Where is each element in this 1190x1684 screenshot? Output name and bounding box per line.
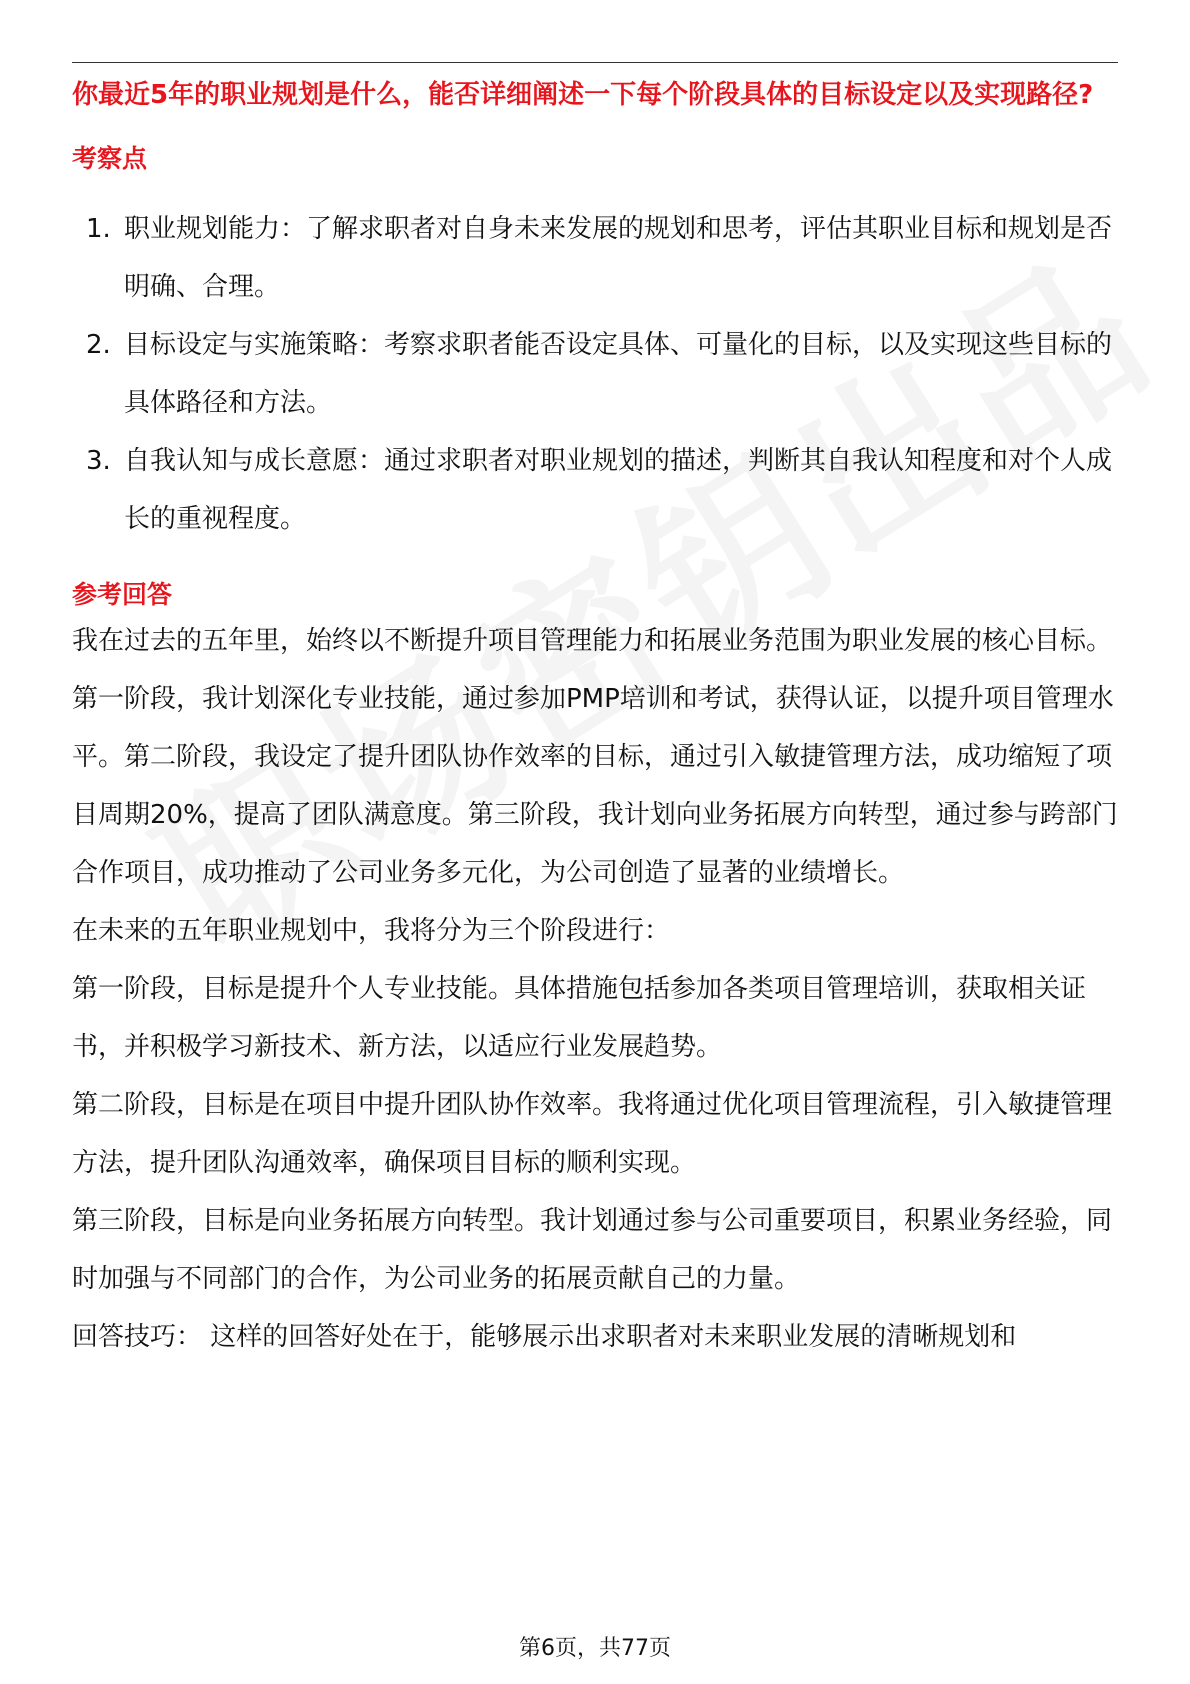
list-item — [72, 316, 1122, 432]
answer-paragraph: 第三阶段，目标是向业务拓展方向转型。我计划通过参与公司重要项目，积累业务经验，同时加强与不同部门的合作，为公司业务的拓展贡献自己的力量。 — [72, 1206, 1113, 1294]
answer-paragraph: 在未来的五年职业规划中，我将分为三个阶段进行： — [72, 916, 671, 946]
question-heading: 你最近5年的职业规划是什么，能否详细阐述一下每个阶段具体的目标设定以及实现路径? — [72, 80, 1094, 110]
list-item-text: 自我认知与成长意愿：通过求职者对职业规划的描述，判断其自我认知程度和对个人成长的重视程度。 — [124, 446, 1113, 534]
list-item-text: 目标设定与实施策略：考察求职者能否设定具体、可量化的目标，以及实现这些目标的具体路径和方法。 — [124, 330, 1113, 418]
assessment-title: 考察点 — [72, 144, 148, 173]
list-item — [72, 200, 1122, 316]
list-item — [72, 432, 1122, 548]
answer-tips: 回答技巧： 这样的回答好处在于，能够展示出求职者对未来职业发展的清晰规划和 — [72, 1322, 1017, 1352]
list-number: 2. — [86, 330, 111, 360]
list-number: 1. — [86, 214, 111, 244]
answer-paragraph: 我在过去的五年里，始终以不断提升项目管理能力和拓展业务范围为职业发展的核心目标。第一阶段，我计划深化专业技能，通过参加PMP培训和考试，获得认证，以提升项目管理水平。第二阶段，我设定了提升团队协作效率的目标，通过引入敏捷管理方法，成功缩短了项目周期20%，提高了团队满意度。第三阶段，我计划向业务拓展方向转型，通过参与跨部门合作项目，成功推动了公司业务多元化，为公司创造了显著的业绩增长。 — [72, 626, 1118, 888]
page-content — [72, 78, 1122, 1366]
header-divider — [72, 62, 1118, 63]
list-item-text: 职业规划能力：了解求职者对自身未来发展的规划和思考，评估其职业目标和规划是否明确、合理。 — [124, 214, 1113, 302]
list-number: 3. — [86, 446, 111, 476]
answer-paragraph: 第二阶段，目标是在项目中提升团队协作效率。我将通过优化项目管理流程，引入敏捷管理方法，提升团队沟通效率，确保项目目标的顺利实现。 — [72, 1090, 1113, 1178]
answer-title: 参考回答 — [72, 580, 173, 609]
answer-paragraph: 第一阶段，目标是提升个人专业技能。具体措施包括参加各类项目管理培训，获取相关证书，并积极学习新技术、新方法，以适应行业发展趋势。 — [72, 974, 1087, 1062]
assessment-list — [72, 200, 1122, 548]
page-number: 第6页，共77页 — [519, 1636, 671, 1661]
